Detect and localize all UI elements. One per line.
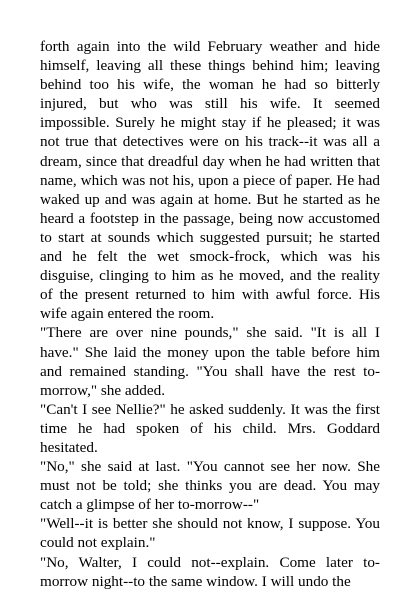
paragraph-dialogue-reply: "No," she said at last. "You cannot see her now. She must not be told; she thinks you are dead. You may catch a glimpse of her to-morrow--" [40, 458, 380, 514]
paragraph-dialogue-pounds: "There are over nine pounds," she said. "It is all I have." She laid the money upon the table before him and remained standing. "You shall have the rest to-morrow," she added. [40, 324, 380, 399]
paragraph-dialogue-nellie: "Can't I see Nellie?" he asked suddenly. It was the first time he had spoken of his child. Mrs. Goddard hesitated. [40, 400, 380, 456]
paragraph-narration: forth again into the wild February weather and hide himself, leaving all these things behind him; leaving behind too his wife, the woman he had so bitterly injured, but who was still his wife. It seemed impossible. Surely he might stay if he pleased; it was not true that detectives were on his track--it was all a dream, since that dreadful day when he had written that name, which was not his, upon a piece of paper. He had waked up and was again at home. But he started as he heard a footstep in the passage, being now accustomed to start at sounds which suggested pursuit; he started and he felt the wet smock-frock, which was his disguise, clinging to him as he moved, and the reality of the present returned to him with awful force. His wife again entered the room. [40, 38, 380, 323]
page-body [40, 37, 380, 591]
paragraph-dialogue-explain: "Well--it is better she should not know, I suppose. You could not explain." [40, 515, 380, 552]
paragraph-dialogue-walter: "No, Walter, I could not--explain. Come later to-morrow night--to the same window. I will undo the [40, 553, 380, 590]
